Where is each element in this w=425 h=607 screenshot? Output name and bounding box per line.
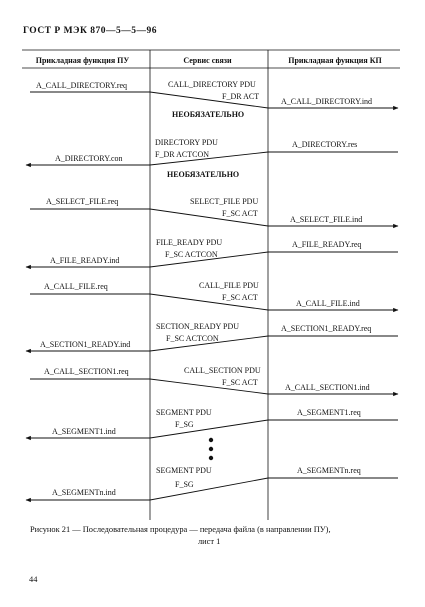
pdu-label-5: CALL_FILE PDU: [199, 281, 259, 290]
pdu-label-1: CALL_DIRECTORY PDU: [168, 80, 256, 89]
pdu-label-8: SEGMENT PDU: [156, 408, 212, 417]
pdu-sub-9: F_SG: [175, 480, 194, 489]
primitive-right-2: A_DIRECTORY.res: [292, 140, 358, 149]
primitive-left-2: A_DIRECTORY.con: [55, 154, 123, 163]
primitive-right-9: A_SEGMENTn.req: [297, 466, 361, 475]
optional-note-1: НЕОБЯЗАТЕЛЬНО: [172, 110, 245, 119]
primitive-right-5: A_CALL_FILE.ind: [296, 299, 360, 308]
pdu-label-7: CALL_SECTION PDU: [184, 366, 261, 375]
pdu-label-2: DIRECTORY PDU: [155, 138, 218, 147]
figure-caption-line-2: лист 1: [198, 537, 221, 546]
primitive-left-5: A_CALL_FILE.req: [44, 282, 108, 291]
pdu-sub-4: F_SC ACTCON: [165, 250, 218, 259]
continuation-dots: [209, 438, 213, 460]
primitive-left-9: A_SEGMENTn.ind: [52, 488, 116, 497]
pdu-label-4: FILE_READY PDU: [156, 238, 223, 247]
pdu-sub-2: F_DR ACTCON: [155, 150, 210, 159]
pdu-label-3: SELECT_FILE PDU: [190, 197, 259, 206]
primitive-left-3: A_SELECT_FILE.req: [46, 197, 119, 206]
primitive-left-7: A_CALL_SECTION1.req: [44, 367, 129, 376]
primitive-left-8: A_SEGMENT1.ind: [52, 427, 116, 436]
primitive-left-1: A_CALL_DIRECTORY.req: [36, 81, 128, 90]
pdu-label-6: SECTION_READY PDU: [156, 322, 240, 331]
pdu-sub-6: F_SC ACTCON: [166, 334, 219, 343]
pdu-label-9: SEGMENT PDU: [156, 466, 212, 475]
column-header-right: Прикладная функция КП: [288, 56, 382, 65]
column-header-left: Прикладная функция ПУ: [35, 56, 130, 65]
pdu-sub-8: F_SG: [175, 420, 194, 429]
primitive-right-7: A_CALL_SECTION1.ind: [285, 383, 370, 392]
document-header: ГОСТ Р МЭК 870—5—5—96: [23, 26, 157, 36]
column-header-middle: Сервис связи: [183, 56, 232, 65]
pdu-sub-3: F_SC ACT: [222, 209, 258, 218]
primitive-right-3: A_SELECT_FILE.ind: [290, 215, 363, 224]
primitive-right-4: A_FILE_READY.req: [292, 240, 362, 249]
primitive-right-8: A_SEGMENT1.req: [297, 408, 361, 417]
pdu-sub-5: F_SC ACT: [222, 293, 258, 302]
page-number: 44: [29, 575, 38, 584]
primitive-right-6: A_SECTION1_READY.req: [281, 324, 372, 333]
optional-note-2: НЕОБЯЗАТЕЛЬНО: [167, 170, 240, 179]
pdu-sub-1: F_DR ACT: [222, 92, 260, 101]
primitive-left-4: A_FILE_READY.ind: [50, 256, 120, 265]
primitive-left-6: A_SECTION1_READY.ind: [40, 340, 131, 349]
figure-caption-line-1: Рисунок 21 — Последовательная процедура — передача файла (в направлении ПУ),: [30, 525, 331, 534]
primitive-right-1: A_CALL_DIRECTORY.ind: [281, 97, 373, 106]
pdu-sub-7: F_SC ACT: [222, 378, 258, 387]
